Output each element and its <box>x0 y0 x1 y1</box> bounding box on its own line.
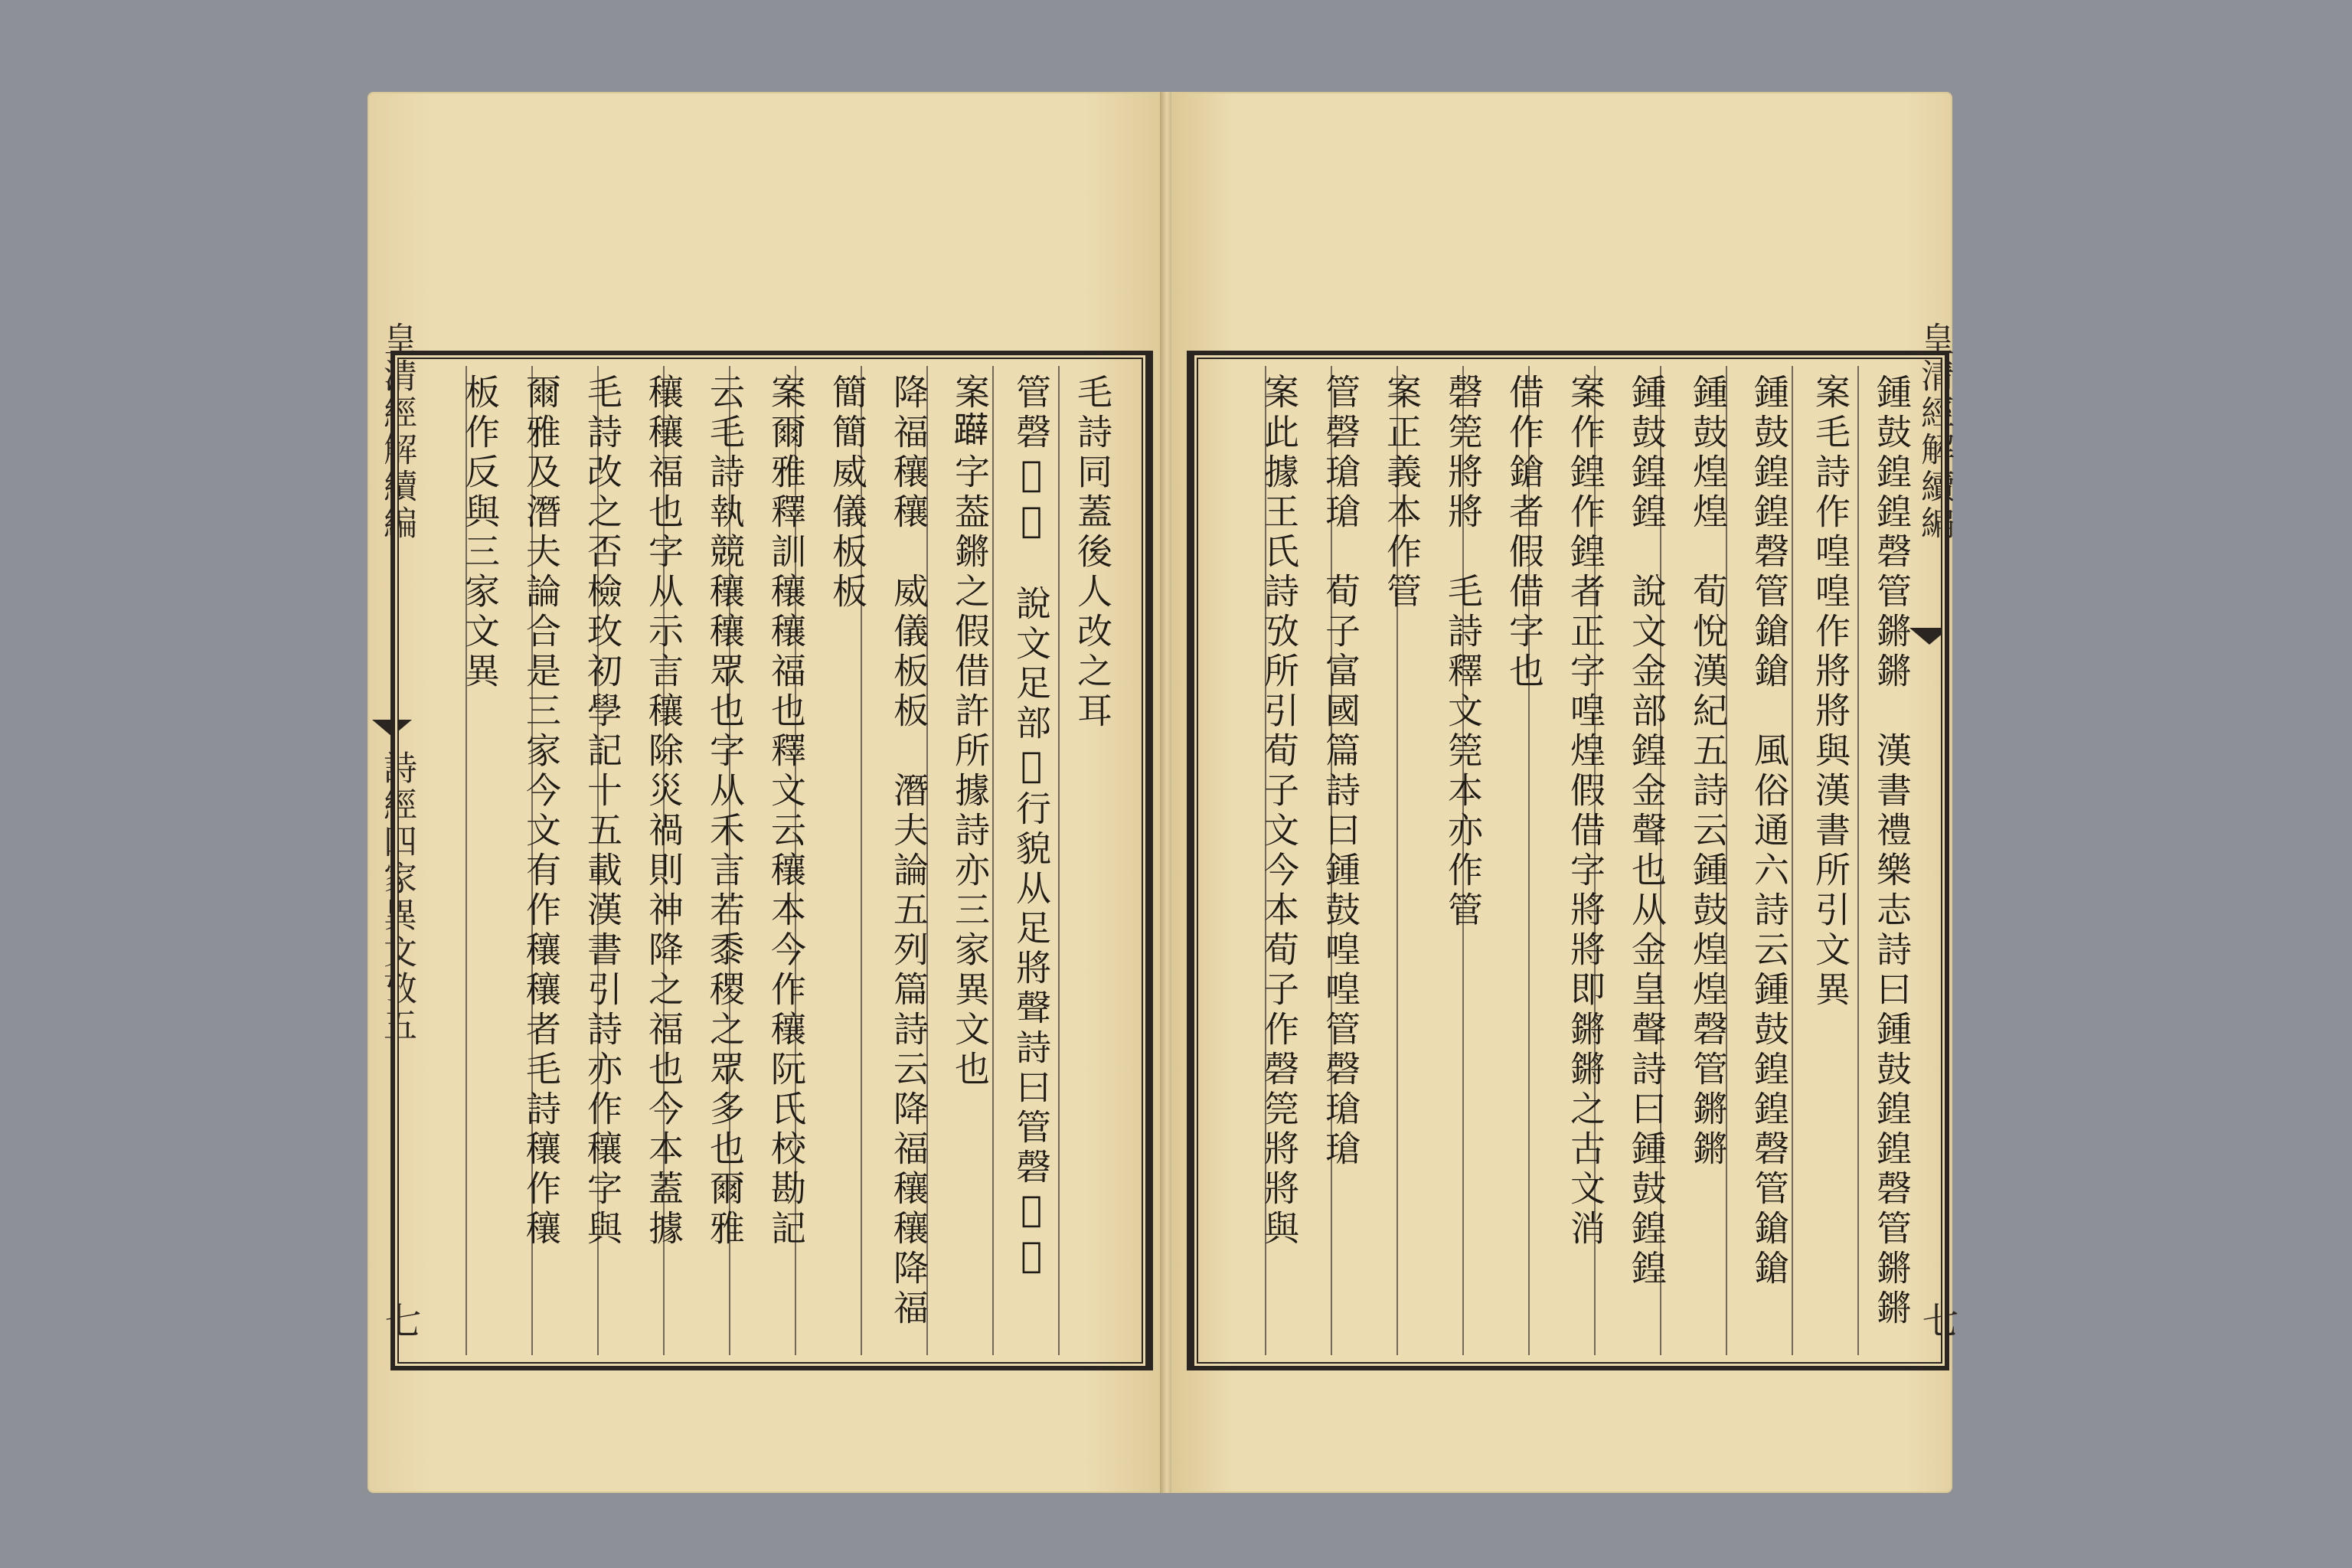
text-column: 案此據王氏詩攷所引荀子文今本荀子作磬筦將將與 <box>1259 374 1300 1250</box>
right-margin-number: 七 <box>1916 1302 1958 1341</box>
text-column: 爾雅及潛夫論合是三家今文有作穰穰者毛詩穰作穰 <box>521 374 562 1250</box>
text-column: 案毛詩作喤喤作將將與漢書所引文異 <box>1810 374 1851 1011</box>
left-margin-section: 詩經四家異文攷五 <box>377 750 416 1044</box>
text-column: 案正義本作管 <box>1381 374 1423 612</box>
text-column: 穰穰福也字从示言穰除災禍則神降之福也今本蓋據 <box>643 374 684 1250</box>
text-column: 毛詩改之否檢玫初學記十五載漢書引詩亦作穰字與 <box>582 374 623 1250</box>
text-column: 磬筦將將 毛詩釋文筦本亦作管 <box>1442 374 1484 931</box>
left-page <box>368 92 1164 1493</box>
text-column: 板作反與三家文異 <box>459 374 501 692</box>
text-column: 鍾鼓鍠鍠 說文金部鍠金聲也从金皇聲詩曰鍾鼓鍠鍠 <box>1626 374 1668 1289</box>
column-rule <box>1857 366 1859 1355</box>
text-column: 鍾鼓煌煌 荀悅漢紀五詩云鍾鼓煌煌磬管鏘鏘 <box>1687 374 1729 1170</box>
text-column: 管磬𤪝𤪝 說文足部𨇨行貌从足將聲詩曰管磬𨇨𨇨 <box>1011 374 1052 1280</box>
open-book <box>368 92 1958 1493</box>
right-page <box>1171 92 1958 1493</box>
left-text-frame <box>390 351 1153 1370</box>
right-margin-title: 皇清經解續編 <box>1915 322 1954 542</box>
text-column: 借作鎗者假借字也 <box>1504 374 1545 692</box>
text-column: 云毛詩執競穰穰眾也字从禾言若黍稷之眾多也爾雅 <box>704 374 746 1250</box>
left-margin-title: 皇清經解續編 <box>377 322 416 542</box>
text-column: 鍾鼓鍠鍠磬管鎗鎗 風俗通六詩云鍾鼓鍠鍠磬管鎗鎗 <box>1749 374 1790 1289</box>
text-column: 降福穰穰 威儀板板 潛夫論五列篇詩云降福穰穰降福 <box>888 374 929 1329</box>
text-column: 案爾雅釋訓穰穰福也釋文云穰本今作穰阮氏校勘記 <box>766 374 807 1250</box>
text-column: 案𨇨字葢鏘之假借許所據詩亦三家異文也 <box>949 374 991 1090</box>
left-margin-number: 七 <box>378 1302 421 1341</box>
right-text-frame <box>1187 351 1949 1370</box>
text-column: 簡簡威儀板板 <box>827 374 868 612</box>
column-rule <box>1058 366 1060 1355</box>
text-column: 管磬瑲瑲 荀子富國篇詩曰鍾鼓喤喤管磬瑲瑲 <box>1320 374 1361 1170</box>
text-column: 鍾鼓鍠鍠磬管鏘鏘 漢書禮樂志詩曰鍾鼓鍠鍠磬管鏘鏘 <box>1871 374 1913 1329</box>
text-column: 毛詩同蓋後人改之耳 <box>1072 374 1113 732</box>
text-column: 案作鍠作鍠者正字喤煌假借字將將即鏘鏘之古文消 <box>1565 374 1606 1250</box>
